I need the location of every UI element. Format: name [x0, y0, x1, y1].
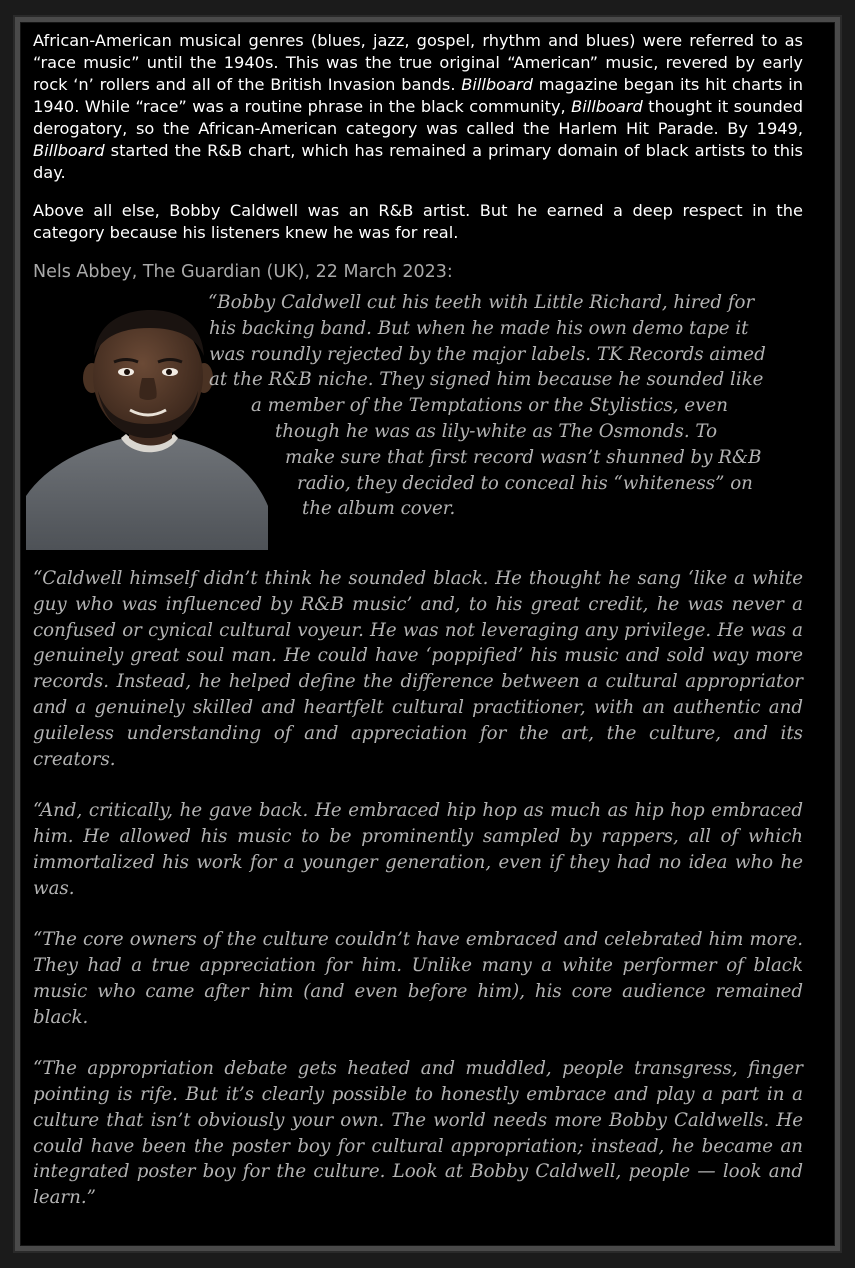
- quote-line: at the R&B niche. They signed him because he sounded like: [209, 369, 764, 391]
- quote-line: make sure that first record wasn’t shunned by R&B: [285, 446, 762, 468]
- paragraph-gap: [33, 901, 803, 927]
- intro-text-segment: started the R&B chart, which has remained a primary domain of black artists to this day.: [33, 141, 803, 182]
- quote-paragraph: “The appropriation debate gets heated and muddled, people transgress, finger pointing is rife. But it’s clearly possible to honestly embrace and play a part in a culture that isn’t obviously your own. The world needs more Bobby Caldwells. He could have been the poster boy for cultural appropriation; instead, he became an integrated poster boy for the culture. Look at Bobby Caldwell, people — look and learn.”: [33, 1058, 803, 1209]
- publication-name: Billboard: [571, 97, 643, 116]
- quote-line: his backing band. But when he made his own demo tape it: [209, 317, 749, 339]
- intro-text-segment: thought it sounded derogatory, so the African-American category was called the Harlem Hit Parade. By 1949,: [33, 97, 803, 138]
- quote-paragraphs: [33, 566, 803, 1211]
- quote-paragraph: “And, critically, he gave back. He embraced hip hop as much as hip hop embraced him. He allowed his music to be prominently sampled by rappers, all of which immortalized his work for a younger generation, even if they had no idea who he was.: [33, 800, 803, 899]
- paragraph-gap: [33, 772, 803, 798]
- quote-line: though he was as lily-white as The Osmonds. To: [275, 421, 718, 442]
- article-content: [33, 30, 803, 1211]
- quote-line: a member of the Temptations or the Stylistics, even: [251, 395, 728, 417]
- publication-name: Billboard: [33, 141, 105, 160]
- quote-line: “Bobby Caldwell cut his teeth with Little Richard, hired for: [208, 292, 755, 313]
- quote-line: the album cover.: [302, 498, 456, 520]
- paragraph-gap: [33, 1030, 803, 1056]
- quote-line: radio, they decided to conceal his “whiteness” on: [297, 472, 753, 494]
- intro-paragraph-1: [33, 30, 803, 184]
- quote-paragraph: “Caldwell himself didn’t think he sounded black. He thought he sang ‘like a white guy who was influenced by R&B music’ and, to his great credit, he was never a confused or cynical cultural voyeur. He was not leveraging any privilege. He was a genuinely great soul man. He could have ‘poppified’ his music and sold way more records. Instead, he helped define the difference between a cultural appropriator and a genuinely skilled and heartfelt cultural practitioner, with an authentic and guileless understanding of and appreciation for the art, the culture, and its creators.: [33, 568, 803, 770]
- quote-line: was roundly rejected by the major labels. TK Records aimed: [209, 343, 766, 365]
- intro-text-segment: African-American musical genres (blues, jazz, gospel, rhythm and blues) were referred to as “race music” until the 1940s. This was the true original “American” music, revered by early rock ‘n’ rollers and all of the British Invasion bands.: [33, 31, 803, 94]
- intro-text-segment: Above all else, Bobby Caldwell was an R&B artist. But he earned a deep respect in the category because his listeners knew he was for real.: [33, 201, 803, 242]
- quote-with-photo: [33, 292, 803, 541]
- quote-paragraph: “The core owners of the culture couldn’t have embraced and celebrated him more. They had a true appreciation for him. Unlike many a white performer of black music who came after him (and even before him), his core audience remained black.: [33, 929, 803, 1028]
- intro-text-segment: magazine began its hit charts in 1940. While “race” was a routine phrase in the black community,: [33, 75, 804, 116]
- source-attribution: Nels Abbey, The Guardian (UK), 22 March 2023:: [33, 262, 453, 282]
- intro-paragraph-2: [33, 200, 803, 244]
- publication-name: Billboard: [461, 75, 533, 94]
